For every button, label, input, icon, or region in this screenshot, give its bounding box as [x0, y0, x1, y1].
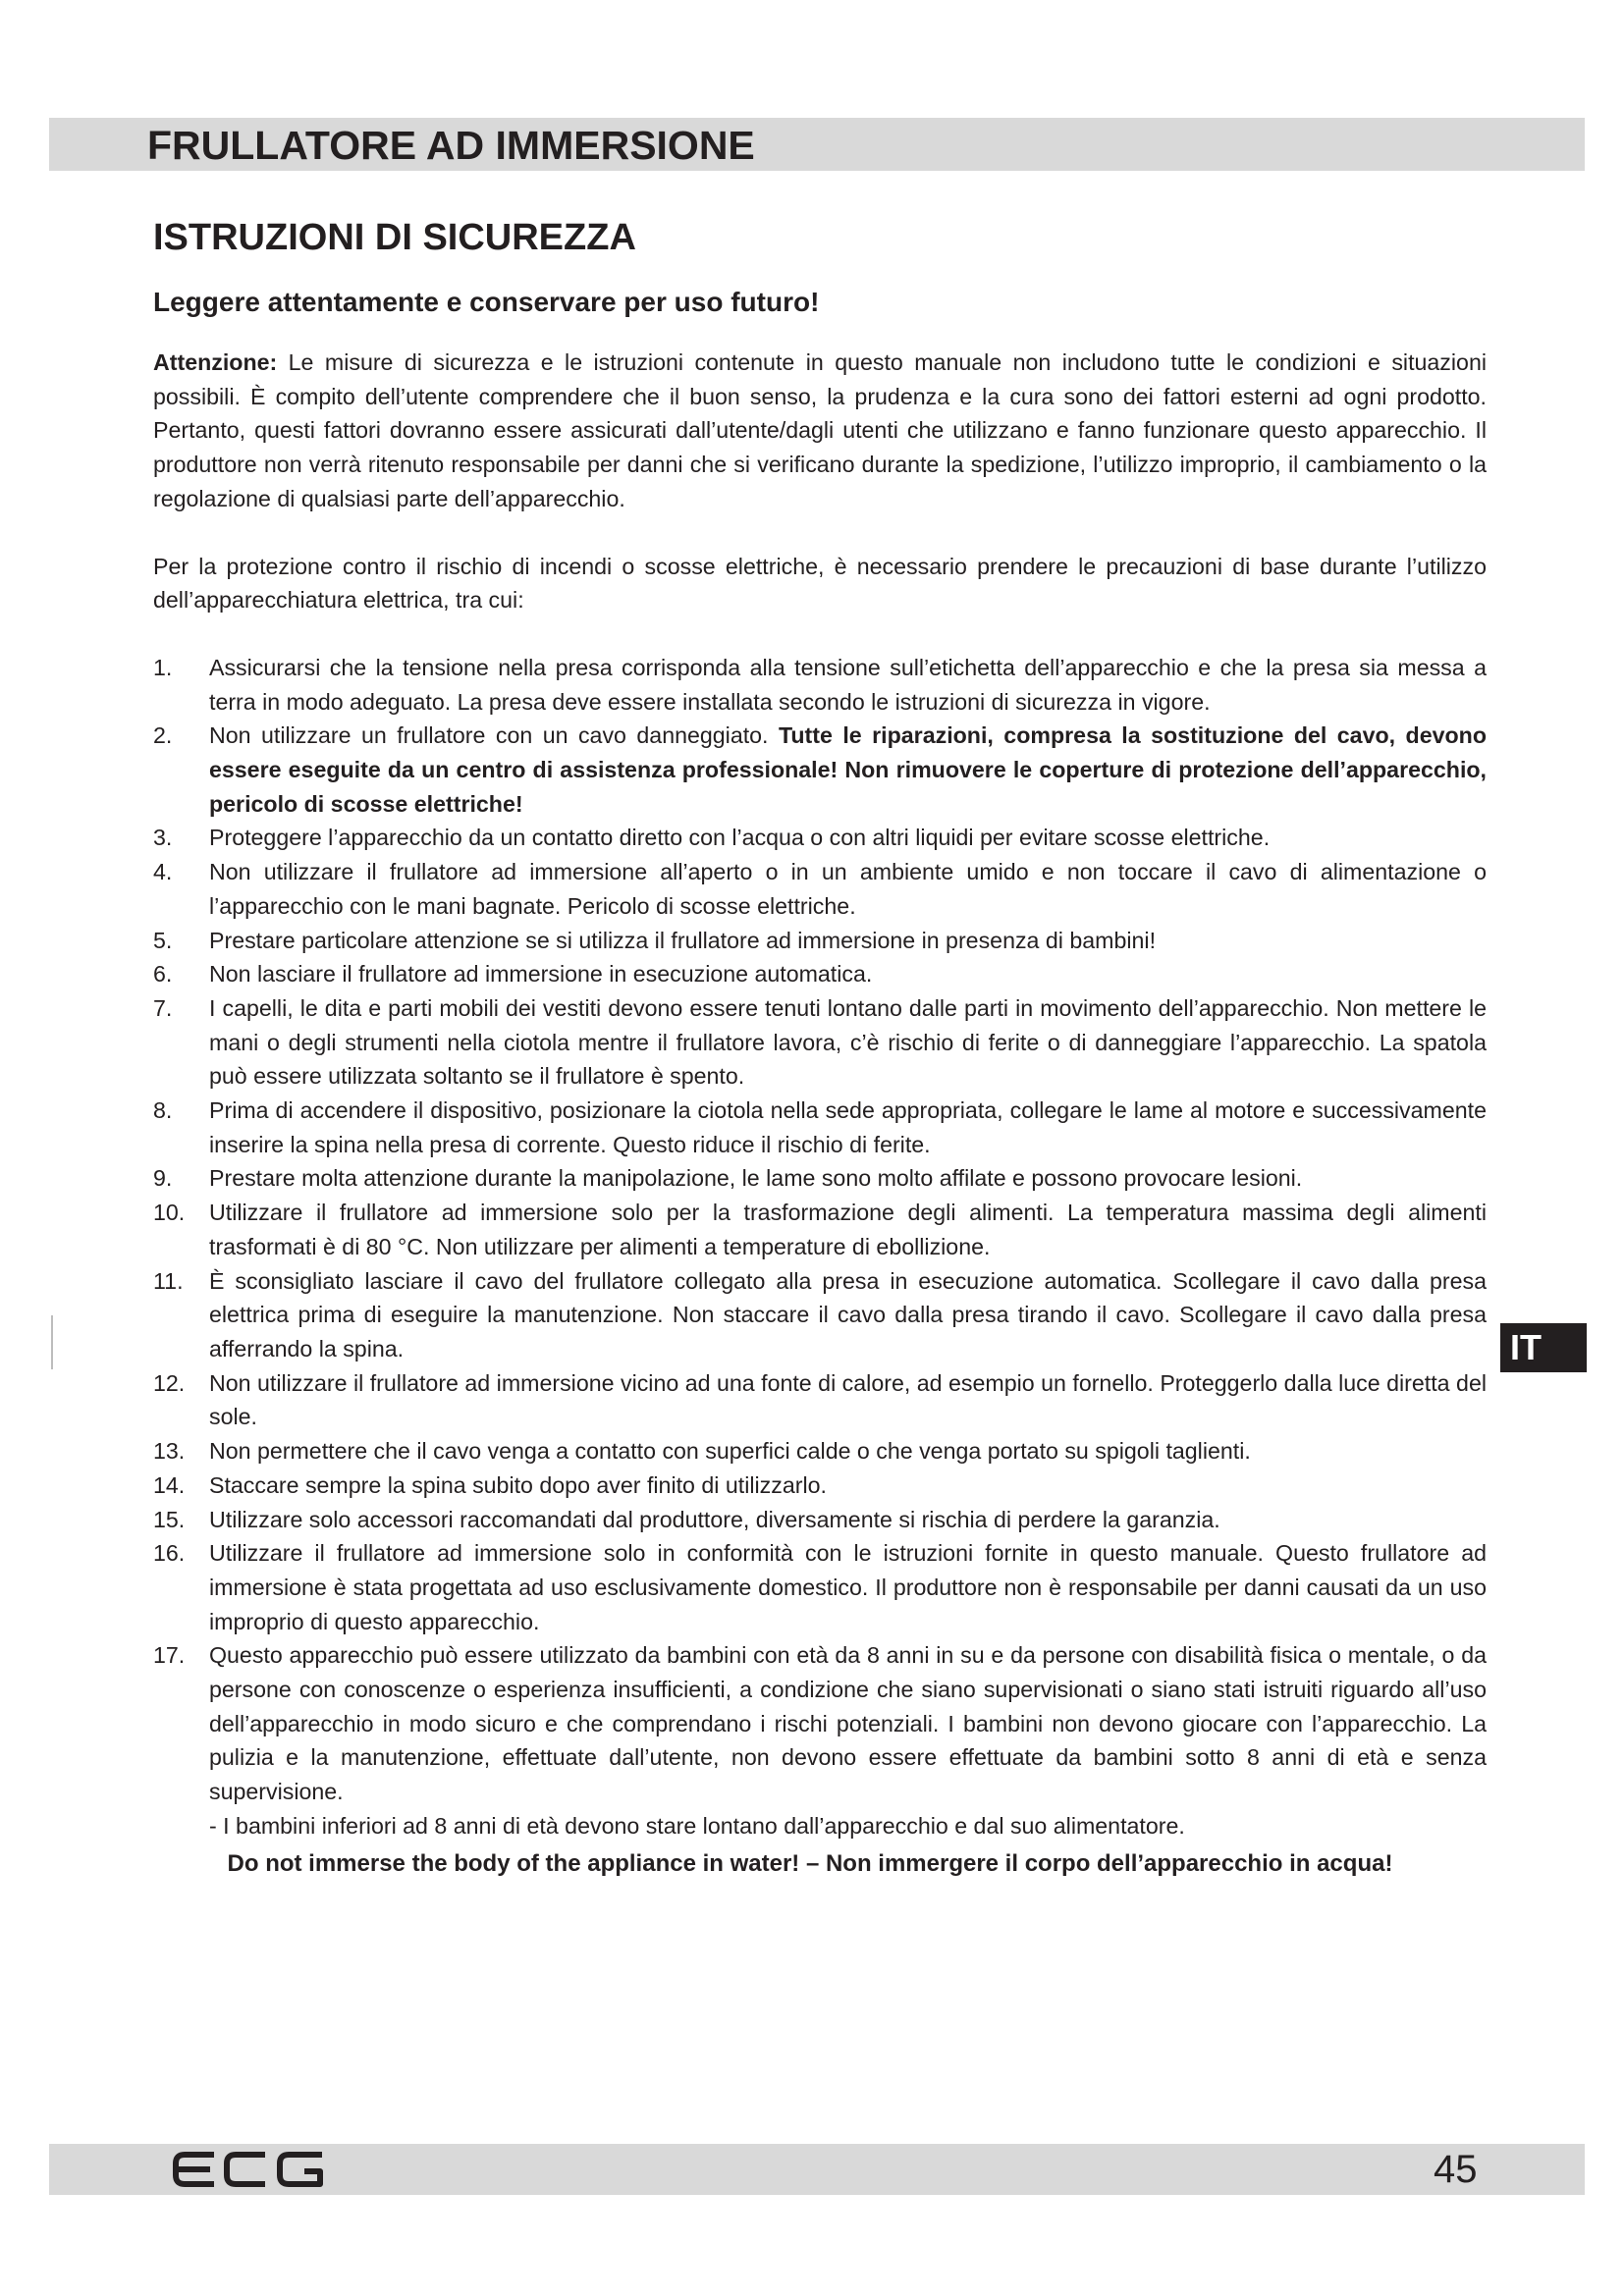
- item-text: Prestare particolare attenzione se si utilizza il frullatore ad immersione in presenza di bambini!: [209, 927, 1157, 953]
- list-item: [153, 1536, 1487, 1638]
- item-number: 17.: [153, 1642, 186, 1669]
- item-number: 15.: [153, 1506, 186, 1532]
- item-text: Non utilizzare il frullatore ad immersione vicino ad una fonte di calore, ad esempio un fornello. Proteggerlo dalla luce diretta del sole.: [209, 1369, 1487, 1430]
- item-number: 6.: [153, 961, 173, 988]
- page-number: 45: [1434, 2148, 1478, 2191]
- item-text: Non utilizzare un frullatore con un cavo danneggiato.: [209, 722, 779, 749]
- list-item: [153, 1366, 1487, 1434]
- margin-marker: [51, 1315, 53, 1369]
- item-text: Utilizzare solo accessori raccomandati dal produttore, diversamente si rischia di perdere la garanzia.: [209, 1506, 1220, 1532]
- item-text: Questo apparecchio può essere utilizzato da bambini con età da 8 anni in su e da persone con disabilità fisica o mentale, o da persone con conoscenze o esperienza insufficienti, a condizione che siano supervisionati o siano stati istruiti riguardo all’uso dell’apparecchio in modo sicuro e che comprendano i rischi potenziali. I bambini non devono giocare con l’apparecchio. La pulizia e la manutenzione, effettuate dall’utente, non devono essere effettuate da bambini sotto 8 anni di età e senza supervisione.: [209, 1642, 1487, 1805]
- item-text: È sconsigliato lasciare il cavo del frullatore collegato alla presa in esecuzione automatica. Scollegare il cavo dalla presa elettrica prima di eseguire la manutenzione. Non staccare il cavo dalla presa tirando il cavo. Scollegare il cavo dalla presa afferrando la spina.: [209, 1267, 1487, 1362]
- item-number: 4.: [153, 859, 173, 885]
- item-text: Utilizzare il frullatore ad immersione solo in conformità con le istruzioni fornite in questo manuale. Questo frullatore ad immersione è stata progettata ad uso esclusivamente domestico. Il produttore non è responsabile per danni causati da un uso improprio di questo apparecchio.: [209, 1540, 1487, 1634]
- attention-label: Attenzione:: [153, 349, 278, 375]
- item-number: 7.: [153, 994, 173, 1021]
- list-item: [153, 957, 1487, 991]
- list-item: [153, 1468, 1487, 1503]
- attention-text: Le misure di sicurezza e le istruzioni contenute in questo manuale non includono tutte le condizioni e situazioni possibili. È compito dell’utente comprendere che il buon senso, la prudenza e la cura sono dei fattori esterni ad ogni prodotto. Pertanto, questi fattori dovranno essere assicurati dall’utente/dagli utenti che utilizzano e fanno funzionare questo apparecchio. Il produttore non verrà ritenuto responsabile per danni che si verificano durante la spedizione, l’utilizzo improprio, il cambiamento o la regolazione di qualsiasi parte dell’apparecchio.: [153, 349, 1487, 511]
- item-number: 14.: [153, 1471, 186, 1498]
- list-item: [153, 1094, 1487, 1161]
- item-text: Assicurarsi che la tensione nella presa corrisponda alla tensione sull’etichetta dell’apparecchio e che la presa sia messa a terra in modo adeguato. La presa deve essere installata secondo le istruzioni di sicurezza in vigore.: [209, 654, 1487, 715]
- item-number: 3.: [153, 825, 173, 851]
- safety-list: [153, 651, 1487, 1809]
- item-text: Non utilizzare il frullatore ad immersione all’aperto o in un ambiente umido e non toccare il cavo di alimentazione o l’apparecchio con le mani bagnate. Pericolo di scosse elettriche.: [209, 859, 1487, 919]
- item-number: 5.: [153, 927, 173, 953]
- item-text: Non permettere che il cavo venga a contatto con superfici calde o che venga portato su spigoli taglienti.: [209, 1438, 1251, 1465]
- intro-paragraph: Per la protezione contro il rischio di incendi o scosse elettriche, è necessario prendere le precauzioni di base durante l’utilizzo dell’apparecchiatura elettrica, tra cui:: [153, 553, 1487, 614]
- list-item: [153, 1638, 1487, 1809]
- list-item: [153, 1264, 1487, 1366]
- item-text: Prima di accendere il dispositivo, posizionare la ciotola nella sede appropriata, collegare le lame al motore e successivamente inserire la spina nella presa di corrente. Questo riduce il rischio di ferite.: [209, 1097, 1487, 1157]
- item-number: 2.: [153, 722, 173, 749]
- item-number: 16.: [153, 1540, 186, 1567]
- ecg-logo: [173, 2150, 332, 2194]
- item-bold-text: Tutte le riparazioni, compresa la sostituzione del cavo, devono essere eseguite da un centro di assistenza professionale! Non rimuovere le coperture di protezione dell’apparecchio, pericolo di scosse elettriche!: [209, 722, 1487, 817]
- item-text: Proteggere l’apparecchio da un contatto diretto con l’acqua o con altri liquidi per evitare scosse elettriche.: [209, 825, 1271, 851]
- list-item: [153, 991, 1487, 1094]
- item-text: Staccare sempre la spina subito dopo aver finito di utilizzarlo.: [209, 1471, 827, 1498]
- list-item: [153, 855, 1487, 923]
- document-title: FRULLATORE AD IMMERSIONE: [147, 123, 755, 168]
- list-item: [153, 1503, 1487, 1537]
- item-text: Non lasciare il frullatore ad immersione in esecuzione automatica.: [209, 961, 873, 988]
- item-number: 13.: [153, 1438, 186, 1465]
- subtitle: Leggere attentamente e conservare per uso futuro!: [153, 287, 820, 317]
- list-item: [153, 1434, 1487, 1468]
- item-number: 11.: [153, 1267, 184, 1294]
- item-number: 12.: [153, 1369, 186, 1396]
- ecg-logo-icon: [173, 2150, 332, 2189]
- section-title: ISTRUZIONI DI SICUREZZA: [153, 217, 636, 258]
- item-text: Utilizzare il frullatore ad immersione solo per la trasformazione degli alimenti. La temperatura massima degli alimenti trasformati è di 80 °C. Non utilizzare per alimenti a temperature di ebollizione.: [209, 1200, 1487, 1259]
- list-item: [153, 1196, 1487, 1263]
- item-text: I capelli, le dita e parti mobili dei vestiti devono essere tenuti lontano dalle parti in movimento dell’apparecchio. Non mettere le mani o degli strumenti nella ciotola mentre il frullatore lavora, c’è rischio di ferite o di danneggiare l’apparecchio. La spatola può essere utilizzata soltanto se il frullatore è spento.: [209, 994, 1487, 1090]
- list-item: [153, 719, 1487, 821]
- children-note: - I bambini inferiori ad 8 anni di età devono stare lontano dall’apparecchio e dal suo alimentatore.: [209, 1812, 1185, 1839]
- language-tab: IT: [1500, 1323, 1587, 1372]
- item-number: 8.: [153, 1097, 173, 1124]
- item-number: 10.: [153, 1200, 186, 1226]
- item-number: 1.: [153, 654, 173, 680]
- list-item: [153, 924, 1487, 958]
- main-content: [153, 346, 1487, 1881]
- list-item: [153, 651, 1487, 719]
- item-text: Prestare molta attenzione durante la manipolazione, le lame sono molto affilate e possono provocare lesioni.: [209, 1165, 1303, 1192]
- water-warning: Do not immerse the body of the appliance in water! – Non immergere il corpo dell’apparecchio in acqua!: [227, 1849, 1393, 1877]
- list-item: [153, 1161, 1487, 1196]
- item-number: 9.: [153, 1165, 173, 1192]
- attention-paragraph: [153, 346, 1487, 516]
- list-item: [153, 821, 1487, 855]
